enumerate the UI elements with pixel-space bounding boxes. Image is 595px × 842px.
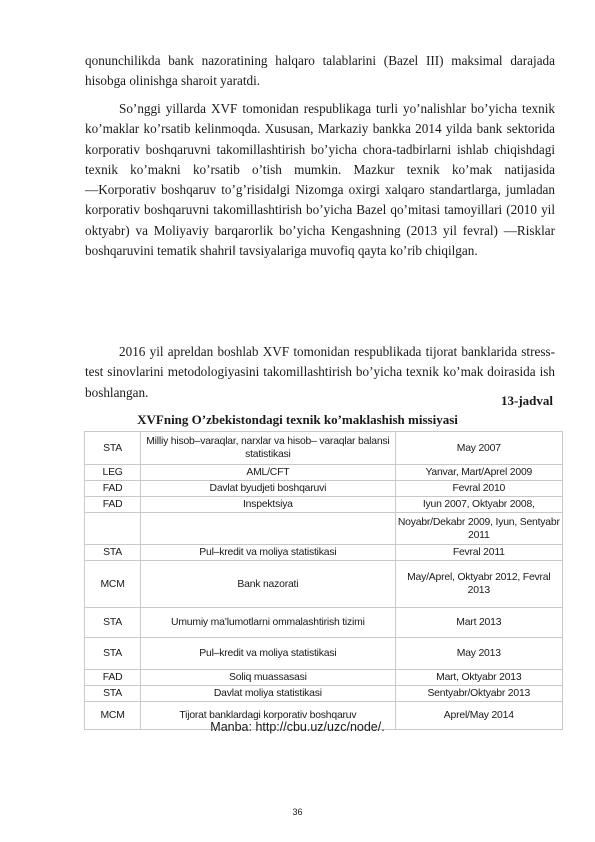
- cell-area: Milliy hisob–varaqlar, narxlar va hisob– varaqlar balansi statistikasi: [141, 432, 395, 465]
- table-number: 13-jadval: [501, 393, 553, 408]
- cell-area: Davlat moliya statistikasi: [141, 686, 395, 702]
- cell-department: FAD: [85, 481, 141, 497]
- table-source: Manba: http://cbu.uz/uzc/node/.: [210, 720, 385, 734]
- cell-department: STA: [85, 686, 141, 702]
- cell-date: Fevral 2010: [395, 481, 562, 497]
- cell-area: Davlat byudjeti boshqaruvi: [141, 481, 395, 497]
- page-number: 36: [292, 807, 303, 817]
- cell-date: May/Aprel, Oktyabr 2012, Fevral 2013: [395, 561, 562, 608]
- table-row: [85, 686, 563, 702]
- cell-date: Yanvar, Mart/Aprel 2009: [395, 465, 562, 481]
- table-row: [85, 432, 563, 465]
- cell-area: [141, 513, 395, 545]
- cell-department: STA: [85, 545, 141, 561]
- cell-area: Pul–kredit va moliya statistikasi: [141, 545, 395, 561]
- table-row: [85, 561, 563, 608]
- cell-area: Tijorat banklardagi korporativ boshqaruv: [141, 702, 395, 730]
- cell-department: MCM: [85, 561, 141, 608]
- cell-department: STA: [85, 432, 141, 465]
- missions-table: [84, 431, 563, 730]
- cell-department: LEG: [85, 465, 141, 481]
- cell-date: May 2007: [395, 432, 562, 465]
- cell-department: FAD: [85, 670, 141, 686]
- paragraph-3: 2016 yil apreldan boshlab XVF tomonidan respublikada tijorat banklarida stress-test sinovlarini metodologiyasini takomillashtirish bo’yicha texnik ko’mak doirasida ish boshlangan.: [85, 344, 555, 400]
- paragraph-2: So’nggi yillarda XVF tomonidan respublikaga turli yo’nalishlar bo’yicha texnik ko’maklar ko’rsatib kelinmoqda. Xususan, Markaziy bankka 2014 yilda bank sektorida korporativ boshqaruvni takomillashtirish bo’yicha chora-tadbirlarni ishlab chiqishdagi texnik ko’makni ko’rsatib o’tish mumkin. Mazkur texnik ko’mak natijasida ―Korporativ boshqaruv to’g’risida‖gi Nizomga oxirgi xalqaro standartlarga, jumladan korporativ boshqaruvni takomillashtirish bo’yicha Bazel qo’mitasi tamoyillari (2010 yil oktyabr) va Moliyaviy barqarorlik bo’yicha Kengashning (2013 yil fevral) ―Risklar boshqaruvini tematik shahri‖ tavsiyalariga muvofiq qayta ko’rib chiqilgan.: [85, 101, 555, 259]
- cell-department: STA: [85, 638, 141, 670]
- paragraph-1: qonunchilikda bank nazoratining halqaro talablarini (Bazel III) maksimal darajada hisobga olinishga sharoit yaratdi.: [85, 53, 555, 89]
- cell-date: Aprel/May 2014: [395, 702, 562, 730]
- cell-area: Pul–kredit va moliya statistikasi: [141, 638, 395, 670]
- table-row: [85, 497, 563, 513]
- cell-area: Bank nazorati: [141, 561, 395, 608]
- table-row: [85, 545, 563, 561]
- cell-date: Fevral 2011: [395, 545, 562, 561]
- cell-date: Sentyabr/Oktyabr 2013: [395, 686, 562, 702]
- cell-date: May 2013: [395, 638, 562, 670]
- cell-area: AML/CFT: [141, 465, 395, 481]
- table-row: [85, 670, 563, 686]
- table-row: [85, 513, 563, 545]
- table-row: [85, 465, 563, 481]
- cell-date: Mart, Oktyabr 2013: [395, 670, 562, 686]
- cell-area: Umumiy ma’lumotlarni ommalashtirish tizimi: [141, 608, 395, 638]
- cell-date: Iyun 2007, Oktyabr 2008,: [395, 497, 562, 513]
- cell-date: Mart 2013: [395, 608, 562, 638]
- cell-area: Inspektsiya: [141, 497, 395, 513]
- table-row: [85, 481, 563, 497]
- table-row: [85, 608, 563, 638]
- cell-area: Soliq muassasasi: [141, 670, 395, 686]
- cell-department: FAD: [85, 497, 141, 513]
- table-title: XVFning O’zbekistondagi texnik ko’maklashish missiyasi: [137, 412, 458, 427]
- table-row: [85, 638, 563, 670]
- cell-department: [85, 513, 141, 545]
- cell-department: STA: [85, 608, 141, 638]
- cell-date: Noyabr/Dekabr 2009, Iyun, Sentyabr 2011: [395, 513, 562, 545]
- cell-department: MCM: [85, 702, 141, 730]
